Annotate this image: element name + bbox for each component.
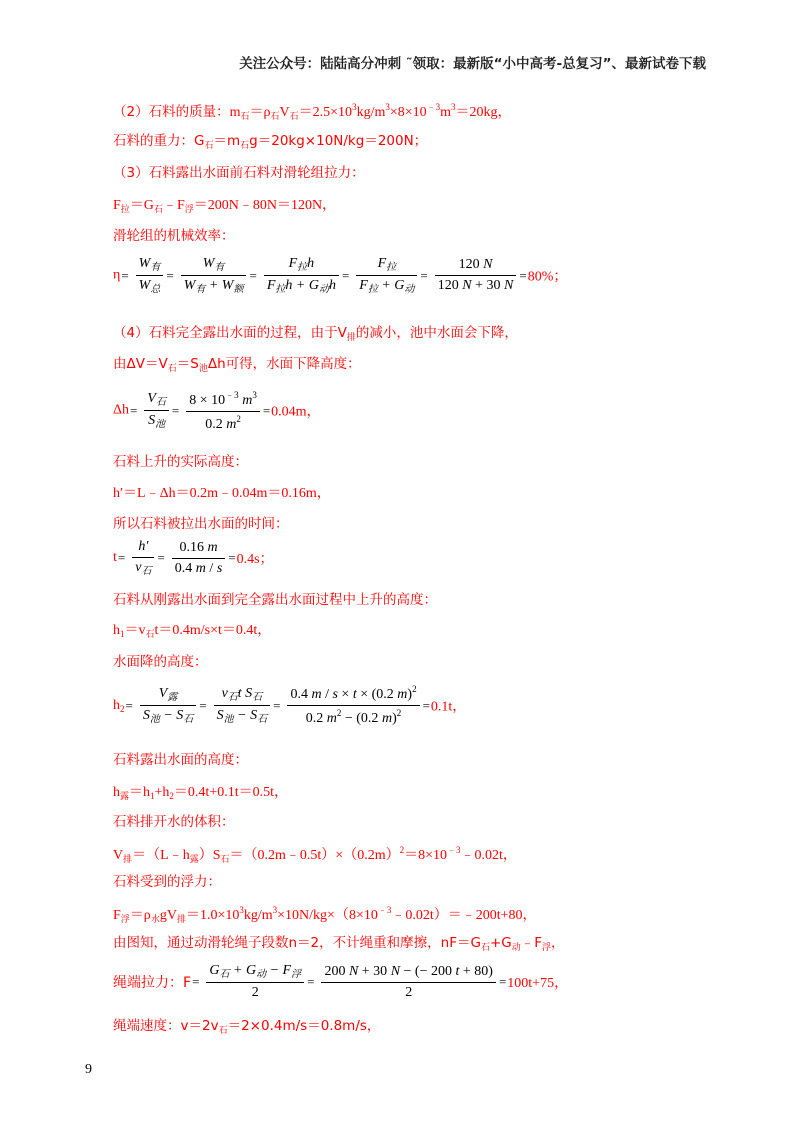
text-line-10: 石料上升的实际高度： <box>113 454 248 470</box>
text-line-22: 石料受到的浮力： <box>113 874 221 890</box>
formula-efficiency: η= $\frac{W_有}{W_总}$ = $\frac{W_有}{W_有 + W_额}$ = $\frac{F_拉h}{F_拉h + G_动h}$ = $\frac{F_拉}{F_拉 + G_动}$ = $\frac{120 N}{120 N + 30 N}$ =80%； <box>113 256 568 295</box>
text-line-19: $h_露=h_1+h_2=0.4t+0.1t=0.5t$， <box>113 785 288 802</box>
formula-delta-h: Δh= $\frac{V_石}{S_池}$ = $\frac{8 \times 10^{﹣3} m^3}{0.2 m^2}$ =0.04m， <box>113 390 321 432</box>
text-line-21: $V_排=(L﹣h_露)S_石=(0.2m﹣0.5t)\times(0.2m)^2=8\times 10^{﹣3}﹣0.02t$， <box>113 845 517 865</box>
text-line-15: $h_1=v_石t=0.4m/s\times t=0.4t$， <box>113 623 272 640</box>
text-line-12: 所以石料被拉出水面的时间： <box>113 516 289 532</box>
text-line-16: 水面降的高度： <box>113 654 208 670</box>
text-line-8: 由$\Delta V=V_石=S_池\Delta h$可得，水面下降高度： <box>113 356 361 374</box>
page-header: 关注公众号：陆陆高分冲刺 ˜领取：最新版“小中高考-总复习”、最新试卷下载 <box>239 56 706 72</box>
text-line-20: 石料排开水的体积： <box>113 814 235 830</box>
text-line-7: （4）石料完全露出水面的过程，由于$V_排$的减小，池中水面会下降， <box>113 325 518 343</box>
text-line-14: 石料从刚露出水面到完全露出水面过程中上升的高度： <box>113 592 437 608</box>
formula-rope-force: 绳端拉力：F= $\frac{G_石 + G_动 - F_浮}{2}$ = $\frac{200 N + 30 N - (- 200 t + 80)}{2}$ =100t+75， <box>113 963 569 1000</box>
text-line-23: $F_浮=\rho_水gV_排=1.0\times 10^3kg/m^3\times 10N/kg\times(8\times 10^{﹣3}﹣0.02t)=﹣200t+80$， <box>113 905 537 925</box>
text-line-3: （3）石料露出水面前石料对滑轮组拉力： <box>113 165 365 181</box>
page-number: 9 <box>85 1062 92 1077</box>
text-line-gravity: 石料的重力：$G_石=m_石g=20kg\times 10N/kg=200N$； <box>113 133 428 151</box>
text-line-pull: $F_拉=G_石﹣F_浮=200N﹣80N=120N$， <box>113 198 337 215</box>
text-line-26: 绳端速度：$v=2v_石=2\times 0.4m/s=0.8m/s$， <box>113 1018 381 1036</box>
text-line-24: 由图知，通过动滑轮绳子段数n＝2，不计绳重和摩擦，$nF=G_石+G_动﹣F_浮$， <box>113 935 565 953</box>
formula-h2: $h_2=$ $\frac{V_露}{S_池 - S_石}$ = $\frac{v_石t S_石}{S_池 - S_石}$ = $\frac{0.4 m / s \times t \times (0.2 m)^2}{0.2 m^2 - (0.2 m)^2}$ =0.1t， <box>113 684 467 726</box>
formula-time: t= $\frac{h'}{v_石}$ = $\frac{0.16 m}{0.4 m / s}$ =0.4s； <box>113 539 274 577</box>
text-line-mass: （2）石料的质量：$m_石=\rho_石V_石=2.5\times 10^3kg/m^3\times 8\times 10^{﹣3}m^3=20kg$， <box>113 102 512 122</box>
text-line-11: h′＝L﹣Δh＝0.2m﹣0.04m＝0.16m， <box>113 486 331 501</box>
text-line-18: 石料露出水面的高度： <box>113 752 248 768</box>
text-line-5: 滑轮组的机械效率： <box>113 228 235 244</box>
